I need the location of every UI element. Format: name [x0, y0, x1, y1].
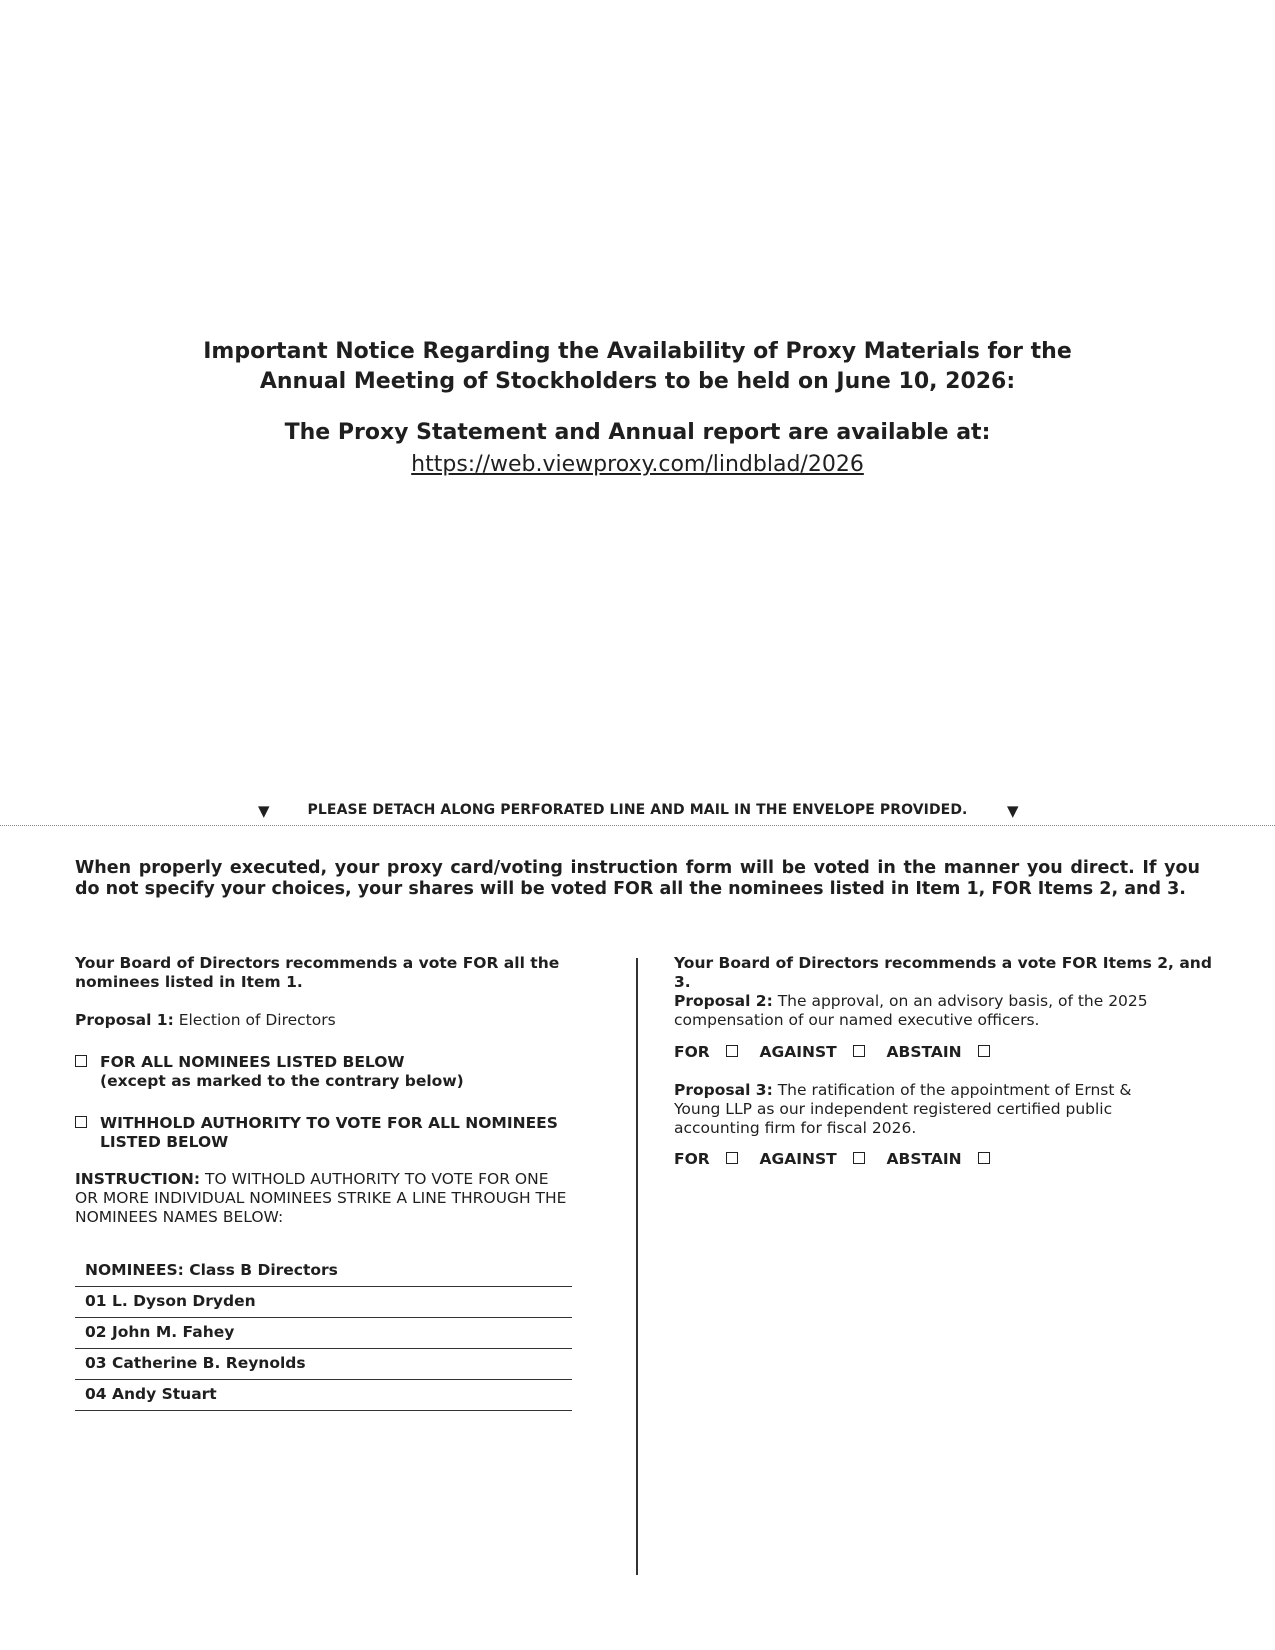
- proposal-2-vote-options: [674, 1043, 1214, 1062]
- nominee-row[interactable]: 03 Catherine B. Reynolds: [75, 1349, 572, 1380]
- proposal-3-label: Proposal 3:: [674, 1081, 773, 1099]
- notice-title-line2: Annual Meeting of Stockholders to be held on June 10, 2026:: [259, 369, 1016, 394]
- proposal-3: [674, 1081, 1164, 1138]
- for-all-nominees-label: FOR ALL NOMINEES LISTED BELOW: [100, 1053, 405, 1071]
- proposal-3-text: The ratification of the appointment of Ernst & Young LLP as our independent registered certified public accounting firm for fiscal 2026.: [674, 1081, 1132, 1137]
- proposal-3-against[interactable]: [760, 1150, 874, 1168]
- abstain-checkbox[interactable]: [978, 1152, 990, 1164]
- proposal-1-label: Proposal 1:: [75, 1011, 174, 1029]
- against-checkbox[interactable]: [853, 1152, 865, 1164]
- notice-title-line1: Important Notice Regarding the Availability of Proxy Materials for the: [203, 339, 1072, 364]
- notice-availability: The Proxy Statement and Annual report are available at:: [284, 420, 991, 445]
- for-checkbox[interactable]: [726, 1152, 738, 1164]
- column-divider: [636, 958, 638, 1575]
- proposal-1-text: Election of Directors: [173, 1011, 336, 1029]
- nominee-row[interactable]: 02 John M. Fahey: [75, 1318, 572, 1349]
- against-label: AGAINST: [759, 1043, 837, 1061]
- proposal-1: [75, 1011, 575, 1030]
- arrow-down-icon: ▼: [258, 802, 270, 820]
- nominees-header: NOMINEES: Class B Directors: [75, 1256, 572, 1287]
- against-checkbox[interactable]: [853, 1045, 865, 1057]
- proxy-materials-link[interactable]: https://web.viewproxy.com/lindblad/2026: [411, 452, 864, 477]
- board-recommendation-item1: Your Board of Directors recommends a vote FOR all the nominees listed in Item 1.: [75, 954, 560, 991]
- withhold-all-sublabel: LISTED BELOW: [100, 1133, 229, 1151]
- detach-instruction: PLEASE DETACH ALONG PERFORATED LINE AND MAIL IN THE ENVELOPE PROVIDED.: [307, 802, 968, 818]
- nominee-row[interactable]: 01 L. Dyson Dryden: [75, 1287, 572, 1318]
- proposal-2-against[interactable]: [760, 1043, 874, 1061]
- arrow-down-icon: ▼: [1007, 802, 1019, 820]
- abstain-label: ABSTAIN: [886, 1043, 962, 1061]
- instruction-text: TO WITHOLD AUTHORITY TO VOTE FOR ONE OR MORE INDIVIDUAL NOMINEES STRIKE A LINE THROUGH THE NOMINEES NAMES BELOW:: [75, 1170, 567, 1226]
- intro-paragraph: When properly executed, your proxy card/voting instruction form will be voted in the manner you direct. If you do not specify your choices, your shares will be voted FOR all the nominees listed in Item 1, FOR Items 2, and 3.: [75, 858, 1200, 899]
- for-label: FOR: [674, 1043, 710, 1061]
- perforated-line: [0, 825, 1275, 826]
- proposal-2-for[interactable]: [674, 1043, 746, 1061]
- proposal-3-vote-options: [674, 1150, 1214, 1169]
- nominee-row[interactable]: 04 Andy Stuart: [75, 1380, 572, 1411]
- abstain-checkbox[interactable]: [978, 1045, 990, 1057]
- for-checkbox[interactable]: [726, 1045, 738, 1057]
- proposal-2: [674, 992, 1174, 1030]
- proposal-2-text: The approval, on an advisory basis, of the 2025 compensation of our named executive officers.: [674, 992, 1148, 1029]
- against-label: AGAINST: [759, 1150, 837, 1168]
- option-for-all-nominees[interactable]: [75, 1053, 575, 1091]
- proposal-3-abstain[interactable]: [887, 1150, 998, 1168]
- instruction-label: INSTRUCTION:: [75, 1170, 201, 1188]
- withhold-all-checkbox[interactable]: [75, 1116, 87, 1128]
- for-label: FOR: [674, 1150, 710, 1168]
- for-all-nominees-checkbox[interactable]: [75, 1055, 87, 1067]
- for-all-nominees-sublabel: (except as marked to the contrary below): [100, 1072, 464, 1090]
- withhold-instruction: [75, 1170, 575, 1227]
- nominees-table: [75, 1256, 572, 1411]
- proposal-2-label: Proposal 2:: [674, 992, 773, 1010]
- proxy-materials-link-wrap: [0, 450, 1275, 480]
- abstain-label: ABSTAIN: [886, 1150, 962, 1168]
- board-recommendation-items-2-3: Your Board of Directors recommends a vote FOR Items 2, and 3.: [674, 954, 1212, 991]
- withhold-all-label: WITHHOLD AUTHORITY TO VOTE FOR ALL NOMINEES: [100, 1114, 558, 1132]
- option-withhold-all[interactable]: [75, 1114, 575, 1152]
- proposal-2-abstain[interactable]: [887, 1043, 998, 1061]
- proposal-3-for[interactable]: [674, 1150, 746, 1168]
